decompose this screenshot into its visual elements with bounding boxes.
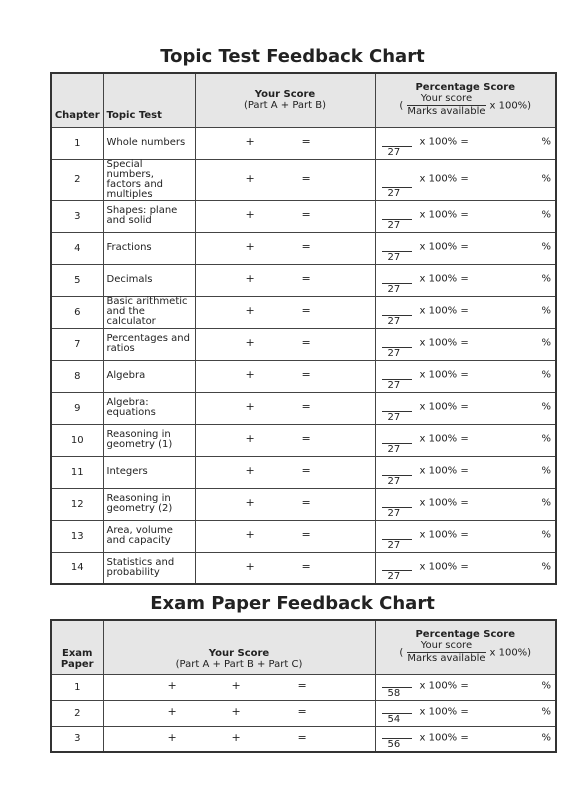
- table-row: [51, 488, 556, 520]
- chapter-number: 10: [51, 424, 103, 456]
- chapter-number: 9: [51, 392, 103, 424]
- pct-numerator: Your score: [407, 93, 485, 106]
- plus-sign: +: [245, 400, 255, 414]
- plus-sign: +: [245, 304, 255, 318]
- topic-name: Percentages and ratios: [103, 328, 195, 360]
- exam-score-cell: [103, 726, 375, 752]
- score-cell: [195, 360, 375, 392]
- equals-sign: =: [301, 135, 311, 149]
- score-cell: [195, 127, 375, 159]
- score-cell: [195, 200, 375, 232]
- percent-sign: %: [541, 497, 551, 509]
- percent-sign: %: [541, 241, 551, 253]
- topic-chart-title: Topic Test Feedback Chart: [160, 46, 425, 67]
- exam-pct-tail: x 100%): [489, 647, 532, 659]
- pct-cell: [375, 360, 556, 392]
- percent-sign: %: [541, 465, 551, 477]
- equals-sign: =: [301, 240, 311, 254]
- table-row: [51, 159, 556, 200]
- score-cell: [195, 424, 375, 456]
- plus-sign: +: [245, 171, 255, 185]
- percent-sign: %: [541, 433, 551, 445]
- exam-feedback-table: [50, 619, 557, 753]
- plus-sign: +: [231, 705, 241, 719]
- exam-pct-header: [375, 620, 556, 674]
- percent-sign: %: [541, 561, 551, 573]
- score-cell: [195, 328, 375, 360]
- plus-sign: +: [245, 208, 255, 222]
- times-100-pct: x 100% =: [419, 497, 469, 509]
- score-cell: [195, 159, 375, 200]
- table-row: [51, 392, 556, 424]
- paper-number: 1: [51, 674, 103, 700]
- plus-sign: +: [167, 730, 177, 744]
- pct-header-label: Percentage Score: [415, 82, 516, 94]
- exam-score-cell: [103, 674, 375, 700]
- marks-available: 27: [387, 315, 401, 327]
- pct-cell: [375, 392, 556, 424]
- chapter-number: 2: [51, 159, 103, 200]
- percent-sign: %: [541, 369, 551, 381]
- score-header-label: Your Score: [254, 89, 316, 101]
- plus-sign: +: [231, 730, 241, 744]
- pct-cell: [375, 456, 556, 488]
- table-row: [51, 127, 556, 159]
- marks-available: 27: [387, 571, 401, 582]
- times-100-pct: x 100% =: [419, 732, 469, 744]
- marks-available: 54: [387, 713, 401, 725]
- score-cell: [195, 232, 375, 264]
- plus-sign: +: [245, 432, 255, 446]
- table-row: [51, 674, 556, 700]
- exam-chart-title: Exam Paper Feedback Chart: [150, 593, 435, 614]
- equals-sign: =: [301, 400, 311, 414]
- times-100-pct: x 100% =: [419, 273, 469, 285]
- plus-sign: +: [167, 679, 177, 693]
- pct-cell: [375, 264, 556, 296]
- plus-sign: +: [245, 135, 255, 149]
- equals-sign: =: [301, 171, 311, 185]
- times-100-pct: x 100% =: [419, 680, 469, 692]
- marks-available: 27: [387, 283, 401, 295]
- percent-sign: %: [541, 337, 551, 349]
- marks-available: 27: [387, 251, 401, 263]
- score-cell: [195, 488, 375, 520]
- topic-name: Special numbers, factors and multiples: [103, 159, 195, 200]
- exam-score-header-sub: (Part A + Part B + Part C): [175, 658, 303, 670]
- times-100-pct: x 100% =: [419, 305, 469, 317]
- chapter-number: 11: [51, 456, 103, 488]
- exam-score-cell: [103, 700, 375, 726]
- pct-cell: [375, 424, 556, 456]
- times-100-pct: x 100% =: [419, 172, 469, 184]
- percent-sign: %: [541, 136, 551, 148]
- plus-sign: +: [245, 336, 255, 350]
- table-row: [51, 264, 556, 296]
- times-100-pct: x 100% =: [419, 337, 469, 349]
- table-row: [51, 360, 556, 392]
- chapter-number: 4: [51, 232, 103, 264]
- marks-available: 27: [387, 146, 401, 158]
- topic-name: Area, volume and capacity: [103, 520, 195, 552]
- exam-pct-denominator: Marks available: [407, 653, 486, 665]
- chapter-number: 13: [51, 520, 103, 552]
- equals-sign: =: [297, 730, 307, 744]
- pct-cell: [375, 700, 556, 726]
- percent-sign: %: [541, 401, 551, 413]
- equals-sign: =: [301, 368, 311, 382]
- chapter-number: 8: [51, 360, 103, 392]
- table-row: [51, 200, 556, 232]
- paper-header: Exam Paper: [51, 620, 103, 674]
- plus-sign: +: [167, 705, 177, 719]
- exam-pct-fraction: [407, 640, 485, 665]
- chapter-number: 14: [51, 552, 103, 584]
- paper-number: 2: [51, 700, 103, 726]
- topic-name: Shapes: plane and solid: [103, 200, 195, 232]
- score-header-sub: (Part A + Part B): [243, 100, 327, 112]
- equals-sign: =: [297, 705, 307, 719]
- equals-sign: =: [301, 464, 311, 478]
- score-cell: [195, 264, 375, 296]
- percent-sign: %: [541, 732, 551, 744]
- equals-sign: =: [301, 336, 311, 350]
- percent-sign: %: [541, 273, 551, 285]
- table-row: [51, 726, 556, 752]
- plus-sign: +: [245, 559, 255, 573]
- pct-cell: [375, 159, 556, 200]
- topic-name: Basic arithmetic and the calculator: [103, 296, 195, 328]
- paper-number: 3: [51, 726, 103, 752]
- chapter-number: 12: [51, 488, 103, 520]
- pct-cell: [375, 200, 556, 232]
- marks-available: 27: [387, 507, 401, 519]
- chapter-number: 7: [51, 328, 103, 360]
- topic-feedback-table: [50, 72, 557, 585]
- pct-cell: [375, 552, 556, 584]
- plus-sign: +: [245, 272, 255, 286]
- times-100-pct: x 100% =: [419, 209, 469, 221]
- plus-sign: +: [245, 368, 255, 382]
- pct-tail: x 100%): [489, 100, 532, 112]
- plus-sign: +: [245, 528, 255, 542]
- topic-name: Integers: [103, 456, 195, 488]
- topic-name: Whole numbers: [103, 127, 195, 159]
- percent-sign: %: [541, 680, 551, 692]
- table-row: [51, 296, 556, 328]
- marks-available: 27: [387, 475, 401, 487]
- marks-available: 27: [387, 539, 401, 551]
- marks-available: 56: [387, 739, 401, 750]
- pct-cell: [375, 328, 556, 360]
- percent-sign: %: [541, 172, 551, 184]
- topic-name: Decimals: [103, 264, 195, 296]
- equals-sign: =: [301, 528, 311, 542]
- equals-sign: =: [301, 432, 311, 446]
- times-100-pct: x 100% =: [419, 529, 469, 541]
- percent-sign: %: [541, 209, 551, 221]
- score-cell: [195, 520, 375, 552]
- times-100-pct: x 100% =: [419, 465, 469, 477]
- pct-cell: [375, 232, 556, 264]
- score-cell: [195, 296, 375, 328]
- times-100-pct: x 100% =: [419, 136, 469, 148]
- exam-score-header: [103, 620, 375, 674]
- pct-cell: [375, 127, 556, 159]
- exam-pct-numerator: Your score: [407, 640, 485, 653]
- percent-sign: %: [541, 305, 551, 317]
- chapter-header: Chapter: [51, 73, 103, 127]
- score-header: [195, 73, 375, 127]
- chapter-number: 1: [51, 127, 103, 159]
- chapter-number: 5: [51, 264, 103, 296]
- plus-sign: +: [231, 679, 241, 693]
- topic-name: Fractions: [103, 232, 195, 264]
- marks-available: 27: [387, 443, 401, 455]
- equals-sign: =: [301, 272, 311, 286]
- times-100-pct: x 100% =: [419, 433, 469, 445]
- equals-sign: =: [301, 208, 311, 222]
- percent-sign: %: [541, 706, 551, 718]
- equals-sign: =: [301, 559, 311, 573]
- equals-sign: =: [301, 304, 311, 318]
- times-100-pct: x 100% =: [419, 706, 469, 718]
- marks-available: 27: [387, 379, 401, 391]
- topic-name: Statistics and probability: [103, 552, 195, 584]
- topic-name: Algebra: equations: [103, 392, 195, 424]
- table-row: [51, 328, 556, 360]
- pct-open-paren: (: [399, 100, 404, 112]
- plus-sign: +: [245, 464, 255, 478]
- times-100-pct: x 100% =: [419, 561, 469, 573]
- plus-sign: +: [245, 240, 255, 254]
- score-cell: [195, 552, 375, 584]
- topic-name: Reasoning in geometry (1): [103, 424, 195, 456]
- exam-pct-header-label: Percentage Score: [415, 629, 516, 641]
- marks-available: 58: [387, 687, 401, 699]
- marks-available: 27: [387, 411, 401, 423]
- score-cell: [195, 456, 375, 488]
- plus-sign: +: [245, 496, 255, 510]
- pct-denominator: Marks available: [407, 106, 486, 118]
- pct-cell: [375, 520, 556, 552]
- topic-name: Algebra: [103, 360, 195, 392]
- table-row: [51, 552, 556, 584]
- topic-name: Reasoning in geometry (2): [103, 488, 195, 520]
- topic-header: Topic Test: [103, 73, 195, 127]
- table-row: [51, 232, 556, 264]
- times-100-pct: x 100% =: [419, 401, 469, 413]
- table-row: [51, 700, 556, 726]
- pct-cell: [375, 488, 556, 520]
- pct-cell: [375, 726, 556, 752]
- marks-available: 27: [387, 187, 401, 199]
- table-row: [51, 424, 556, 456]
- table-row: [51, 456, 556, 488]
- pct-header: [375, 73, 556, 127]
- chapter-number: 6: [51, 296, 103, 328]
- percent-sign: %: [541, 529, 551, 541]
- table-row: [51, 520, 556, 552]
- score-cell: [195, 392, 375, 424]
- times-100-pct: x 100% =: [419, 241, 469, 253]
- pct-fraction: [407, 93, 485, 118]
- pct-cell: [375, 674, 556, 700]
- equals-sign: =: [297, 679, 307, 693]
- exam-pct-open-paren: (: [399, 647, 404, 659]
- equals-sign: =: [301, 496, 311, 510]
- marks-available: 27: [387, 219, 401, 231]
- pct-cell: [375, 296, 556, 328]
- chapter-number: 3: [51, 200, 103, 232]
- exam-score-header-label: Your Score: [208, 647, 270, 659]
- marks-available: 27: [387, 347, 401, 359]
- times-100-pct: x 100% =: [419, 369, 469, 381]
